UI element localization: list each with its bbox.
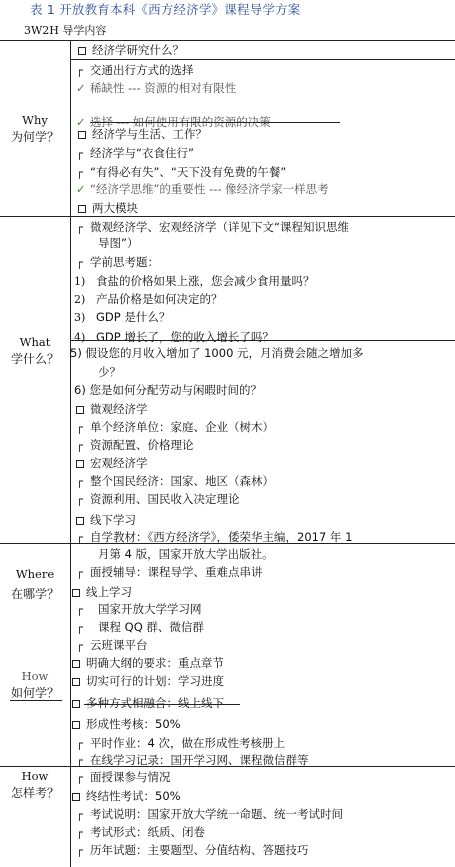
list-item (76, 145, 194, 161)
underline-mark (10, 700, 62, 701)
list-item (76, 219, 349, 235)
list-item (78, 126, 207, 142)
list-item (76, 164, 286, 180)
bracket-mark-icon: ┌ (76, 770, 83, 784)
checkbox-icon (78, 131, 86, 139)
question-item: 5) 假设您的月收入增加了 1000 元，月消费会随之增加多 (70, 346, 364, 360)
item-text: 云班课平台 (90, 638, 148, 652)
section-how-learn-zh: 如何学？ (10, 686, 59, 700)
bracket-mark-icon: ┌ (76, 825, 83, 839)
section-what-en: What (19, 335, 51, 349)
bracket-mark-icon: ┌ (76, 620, 83, 634)
bracket-mark-icon: ┌ (76, 736, 83, 750)
question-text: GDP 是什么？ (96, 310, 171, 324)
strike-line (84, 704, 240, 705)
list-item (76, 254, 159, 270)
section-what (0, 334, 70, 368)
list-item (76, 842, 309, 858)
item-text: 明确大纲的要求：重点章节 (86, 656, 224, 670)
checkbox-icon (72, 793, 80, 801)
item-text: 考试形式：纸质、闭卷 (90, 825, 205, 839)
strike-line (70, 340, 455, 341)
item-text: 考试说明：国家开放大学统一命题、统一考试时间 (90, 807, 343, 821)
item-text: 切实可行的计划：学习进度 (86, 674, 224, 688)
checkbox-icon (72, 678, 80, 686)
question-number: 3) (74, 311, 86, 324)
bracket-mark-icon: ┌ (76, 843, 83, 857)
row-rule (70, 59, 455, 60)
checkbox-icon (72, 660, 80, 668)
list-item (76, 437, 194, 453)
item-text: 课程 QQ 群、微信群 (98, 620, 204, 634)
item-text: 资源利用、国民收入决定理论 (90, 492, 240, 506)
item-text: 在线学习记录：国开学习网、课程微信群等 (90, 753, 309, 767)
item-text: 平时作业：4 次，做在形成性考核册上 (90, 736, 285, 750)
list-item (76, 564, 263, 580)
item-text: “经济学思维”的重要性 --- 像经济学家一样思考 (90, 182, 329, 196)
bracket-mark-icon: ┌ (76, 474, 83, 488)
table-header: 3W2H 导学内容 (24, 24, 107, 37)
list-item (76, 529, 352, 545)
item-text: 单个经济单位：家庭、企业（树木） (90, 420, 274, 434)
question-item (74, 329, 274, 346)
item-text: 微观经济学 (90, 402, 148, 416)
list-item (76, 752, 309, 768)
check-mark-icon: ✓ (76, 182, 86, 196)
list-item (72, 584, 132, 600)
item-text: 两大模块 (92, 201, 138, 215)
list-item (72, 673, 224, 689)
item-text: 形成性考核：50% (86, 717, 181, 731)
item-text: 稀缺性 --- 资源的相对有限性 (90, 81, 237, 95)
list-item (76, 181, 329, 197)
bracket-mark-icon: ┌ (76, 807, 83, 821)
question-number: 2) (74, 293, 86, 306)
item-text: 交通出行方式的选择 (90, 63, 194, 77)
item-text: 微观经济学、宏观经济学（详见下文“课程知识思维 (90, 220, 349, 234)
list-item (76, 491, 240, 507)
list-item (78, 42, 184, 58)
section-why-en: Why (22, 113, 48, 127)
list-item (76, 473, 274, 489)
question-item (74, 273, 315, 290)
strike-line (90, 122, 340, 123)
list-item (72, 655, 224, 671)
list-item (76, 80, 236, 96)
list-item (72, 788, 181, 804)
section-what-zh: 学什么？ (10, 352, 59, 366)
section-where-zh: 在哪学？ (10, 587, 59, 601)
checkbox-icon (72, 589, 80, 597)
bracket-mark-icon: ┌ (76, 255, 83, 269)
item-text: 自学教材：《西方经济学》，倭荣华主编，2017 年 1 (90, 530, 353, 544)
question-text: 产品价格是如何决定的？ (96, 292, 223, 306)
item-text: 线下学习 (90, 513, 136, 527)
list-item (76, 619, 204, 635)
item-text: 选择 --- 如何使用有限的资源的决策 (90, 115, 271, 129)
question-item (74, 291, 223, 308)
list-item (76, 824, 205, 840)
question-text: GDP 增长了，您的收入增长了吗？ (96, 330, 274, 344)
item-text: 整个国民经济：国家、地区（森林） (90, 474, 274, 488)
table-title: 表 1 开放教育本科《西方经济学》课程导学方案 (30, 2, 301, 17)
section-how-exam (0, 768, 70, 802)
section-why (0, 112, 70, 146)
checkbox-icon (76, 406, 84, 414)
section-where-en: Where (15, 567, 55, 581)
list-item (78, 200, 138, 216)
bracket-mark-icon: ┌ (76, 438, 83, 452)
bracket-mark-icon: ┌ (76, 753, 83, 767)
section-how-learn-en: How (21, 669, 49, 683)
item-text: 多种方式相融合：线上线下 (86, 696, 224, 710)
item-text: 学前思考题： (90, 255, 159, 269)
question-number: 1) (74, 275, 86, 288)
bracket-mark-icon: ┌ (76, 530, 83, 544)
check-mark-icon: ✓ (76, 115, 86, 129)
checkbox-icon (78, 205, 86, 213)
list-item (76, 401, 148, 417)
bracket-mark-icon: ┌ (76, 220, 83, 234)
bracket-mark-icon: ┌ (76, 165, 83, 179)
question-number: 4) (74, 331, 86, 344)
item-text: 历年试题：主要题型、分值结构、答题技巧 (90, 843, 309, 857)
section-how-exam-zh: 怎样考？ (10, 786, 59, 800)
checkbox-icon (78, 47, 86, 55)
list-item (76, 62, 194, 78)
question-item-continued: 少？ (98, 365, 121, 379)
list-item (76, 769, 171, 785)
item-text: 经济学与“衣食住行” (90, 146, 194, 160)
item-text: 国家开放大学学习网 (98, 602, 202, 616)
bracket-mark-icon: ┌ (76, 638, 83, 652)
bracket-mark-icon: ┌ (76, 565, 83, 579)
list-item (72, 695, 224, 711)
bracket-mark-icon: ┌ (76, 146, 83, 160)
list-item (76, 419, 274, 435)
check-mark-icon: ✓ (76, 81, 86, 95)
section-where (0, 564, 70, 604)
list-item (76, 512, 136, 528)
checkbox-icon (76, 460, 84, 468)
item-text: 终结性考试：50% (86, 789, 181, 803)
item-text: 资源配置、价格理论 (90, 438, 194, 452)
top-rule (0, 40, 455, 41)
bracket-mark-icon: ┌ (76, 602, 83, 616)
item-text: 面授辅导：课程导学、重难点串讲 (90, 565, 263, 579)
section-rule-what (0, 216, 455, 217)
checkbox-icon (72, 700, 80, 708)
section-why-zh: 为何学？ (10, 130, 59, 144)
checkbox-icon (76, 517, 84, 525)
question-item: 6) 您是如何分配劳动与闲暇时间的？ (74, 383, 262, 397)
list-item (76, 637, 148, 653)
checkbox-icon (72, 721, 80, 729)
list-item (72, 716, 181, 732)
item-text: “有得必有失”、“天下没有免费的午餐” (90, 165, 287, 179)
item-text: 面授课参与情况 (90, 770, 171, 784)
question-text: 食盐的价格如果上涨，您会减少食用量吗？ (96, 274, 315, 288)
list-item (76, 601, 202, 617)
list-item-continued: 导图”） (98, 236, 139, 250)
section-how-learn (0, 668, 70, 702)
question-item (74, 309, 170, 326)
list-item-continued: 月第 4 版，国家开放大学出版社。 (98, 547, 274, 561)
list-item (76, 735, 285, 751)
item-text: 经济学与生活、工作？ (92, 127, 207, 141)
item-text: 经济学研究什么？ (92, 43, 184, 57)
section-how-exam-en: How (21, 769, 49, 783)
list-item (76, 455, 148, 471)
column-rule (70, 40, 71, 867)
item-text: 宏观经济学 (90, 456, 148, 470)
bracket-mark-icon: ┌ (76, 420, 83, 434)
item-text: 线上学习 (86, 585, 132, 599)
list-item (76, 806, 343, 822)
bracket-mark-icon: ┌ (76, 492, 83, 506)
bracket-mark-icon: ┌ (76, 63, 83, 77)
